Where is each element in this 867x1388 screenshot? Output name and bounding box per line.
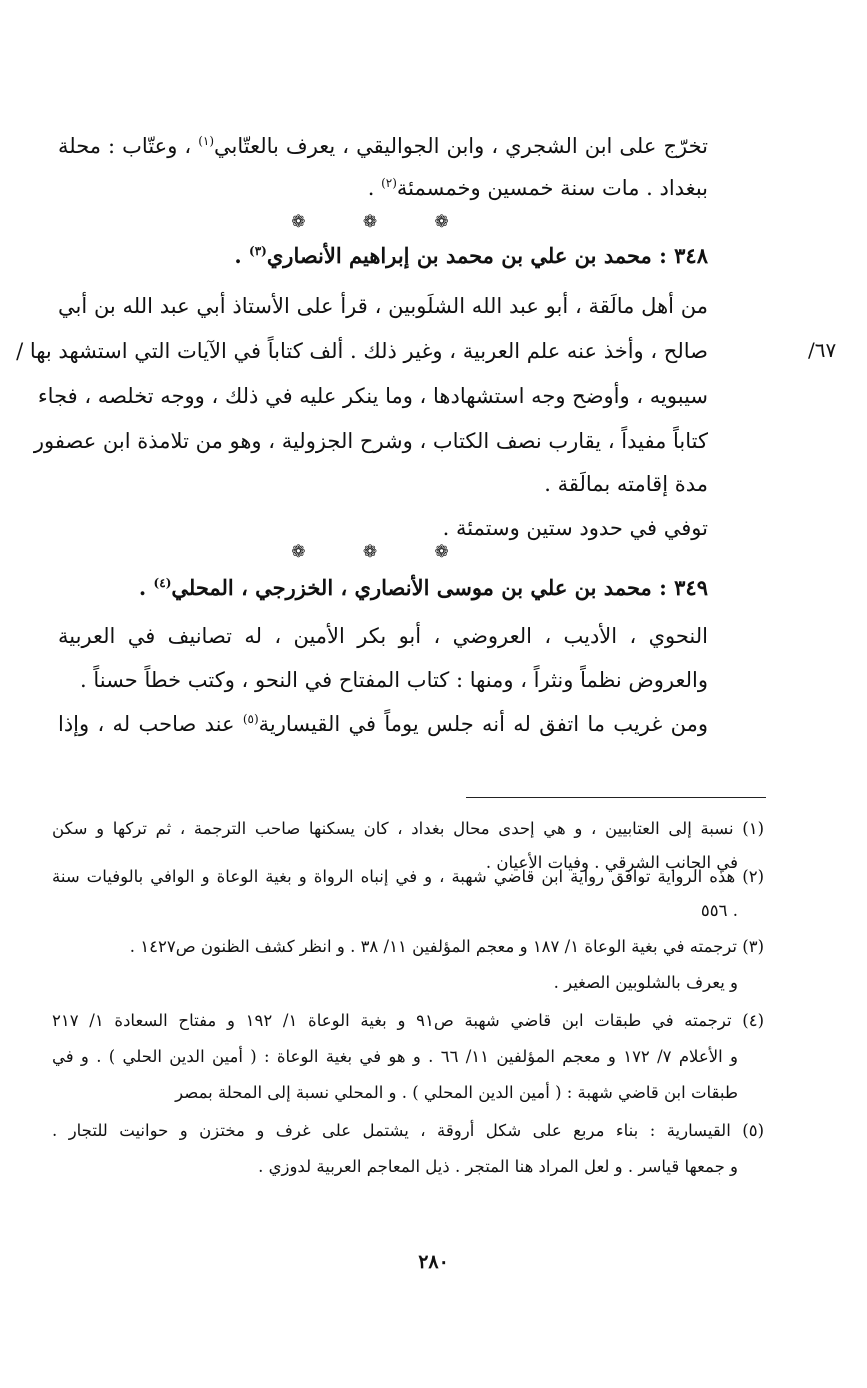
entry-heading — [139, 574, 708, 602]
text-line: سيبويه ، وأوضح وجه استشهادها ، وما ينكر عليه في ذلك ، ووجه تخلصه ، فجاء — [37, 384, 708, 408]
text-line: كتاباً مفيداً ، يقارب نصف الكتاب ، وشرح الجزولية ، وهو من تلامذة ابن عصفور — [33, 429, 708, 453]
text-line: توفي في حدود ستين وستمئة . — [442, 516, 708, 540]
footnote-ref: (٢) — [381, 176, 397, 190]
text-segment: . — [138, 575, 147, 600]
footnote-ref: (١) — [198, 134, 215, 148]
footnote-line: و جمعها قياسر . و لعل المراد هنا المتجر . ذيل المعاجم العربية لدوزي . — [258, 1157, 738, 1176]
footnote-divider — [466, 797, 766, 798]
footnote-line: (٣) ترجمته في بغية الوعاة ١/ ١٨٧ و معجم المؤلفين ١١/ ٣٨ . و انظر كشف الظنون ص١٤٢٧ . — [129, 937, 764, 956]
text-segment: تخرّج على ابن الشجري ، وابن الجواليقي ، يعرف بالعتّابي — [214, 134, 708, 158]
section-separator: ❁ ❁ ❁ — [291, 212, 475, 232]
text-line — [368, 174, 708, 202]
entry-heading — [234, 242, 708, 270]
page-number: ٢٨٠ — [418, 1251, 449, 1273]
text-line: صالح ، وأخذ عنه علم العربية ، وغير ذلك . ألف كتاباً في الآيات التي استشهد بها / — [16, 339, 708, 363]
footnote-ref: (٤) — [153, 576, 172, 590]
text-segment: ، وعتّاب : محلة — [58, 134, 192, 158]
text-segment: . — [367, 176, 375, 200]
heading-text: ٣٤٨ : محمد بن علي بن محمد بن إبراهيم الأنصاري — [266, 243, 708, 268]
text-segment: ومن غريب ما اتفق له أنه جلس يوماً في القيسارية — [258, 712, 708, 736]
footnote-line: في الجانب الشرقي . وفيات الأعيان . — [485, 853, 738, 872]
margin-page-reference: ٦٧/ — [808, 338, 837, 362]
section-separator: ❁ ❁ ❁ — [291, 542, 475, 562]
footnote-line: طبقات ابن قاضي شهبة : ( أمين الدين المحلي ) . و المحلي نسبة إلى المحلة بمصر — [175, 1083, 738, 1102]
text-line: النحوي ، الأديب ، العروضي ، أبو بكر الأمين ، له تصانيف في العربية — [58, 624, 708, 648]
text-segment: عند صاحب له ، وإذا — [58, 712, 235, 736]
footnote-line: و يعرف بالشلوبين الصغير . — [553, 973, 738, 992]
text-line — [58, 710, 708, 738]
footnote-ref: (٥) — [242, 712, 259, 726]
text-line: من أهل مالَقة ، أبو عبد الله الشلَوبين ، قرأ على الأستاذ أبي عبد الله بن أبي — [58, 294, 708, 318]
text-line: مدة إقامته بمالَقة . — [544, 472, 708, 496]
heading-text: ٣٤٩ : محمد بن علي بن موسى الأنصاري ، الخزرجي ، المحلي — [171, 575, 708, 600]
footnote-line: . ٥٥٦ — [700, 901, 738, 920]
footnote-line: و الأعلام ٧/ ١٧٢ و معجم المؤلفين ١١/ ٦٦ . و هو في بغية الوعاة : ( أمين الدين الحلي ) . و في — [52, 1047, 738, 1066]
text-segment: . — [234, 243, 242, 268]
footnote-ref: (٣) — [249, 244, 267, 258]
footnote-line: (٤) ترجمته في طبقات ابن قاضي شهبة ص٩١ و بغية الوعاة ١/ ١٩٢ و مفتاح السعادة ١/ ٢١٧ — [52, 1011, 764, 1030]
footnote-line: (٢) هذه الرواية توافق رواية ابن قاضي شهبة ، و في إنباه الرواة و بغية الوعاة و الوافي بالوفيات سنة — [52, 867, 764, 886]
footnote-line: (٥) القيسارية : بناء مربع على شكل أروقة ، يشتمل على غرف و مختزن و حوانيت للتجار . — [52, 1121, 764, 1140]
text-line: والعروض نظماً ونثراً ، ومنها : كتاب المفتاح في النحو ، وكتب خطاً حسناً . — [79, 668, 708, 692]
footnote-line: (١) نسبة إلى العتابيين ، و هي إحدى محال بغداد ، كان يسكنها صاحب الترجمة ، ثم تركها و سكن — [52, 819, 764, 838]
text-segment: ببغداد . مات سنة خمسين وخمسمئة — [396, 176, 708, 200]
text-line — [58, 132, 708, 160]
